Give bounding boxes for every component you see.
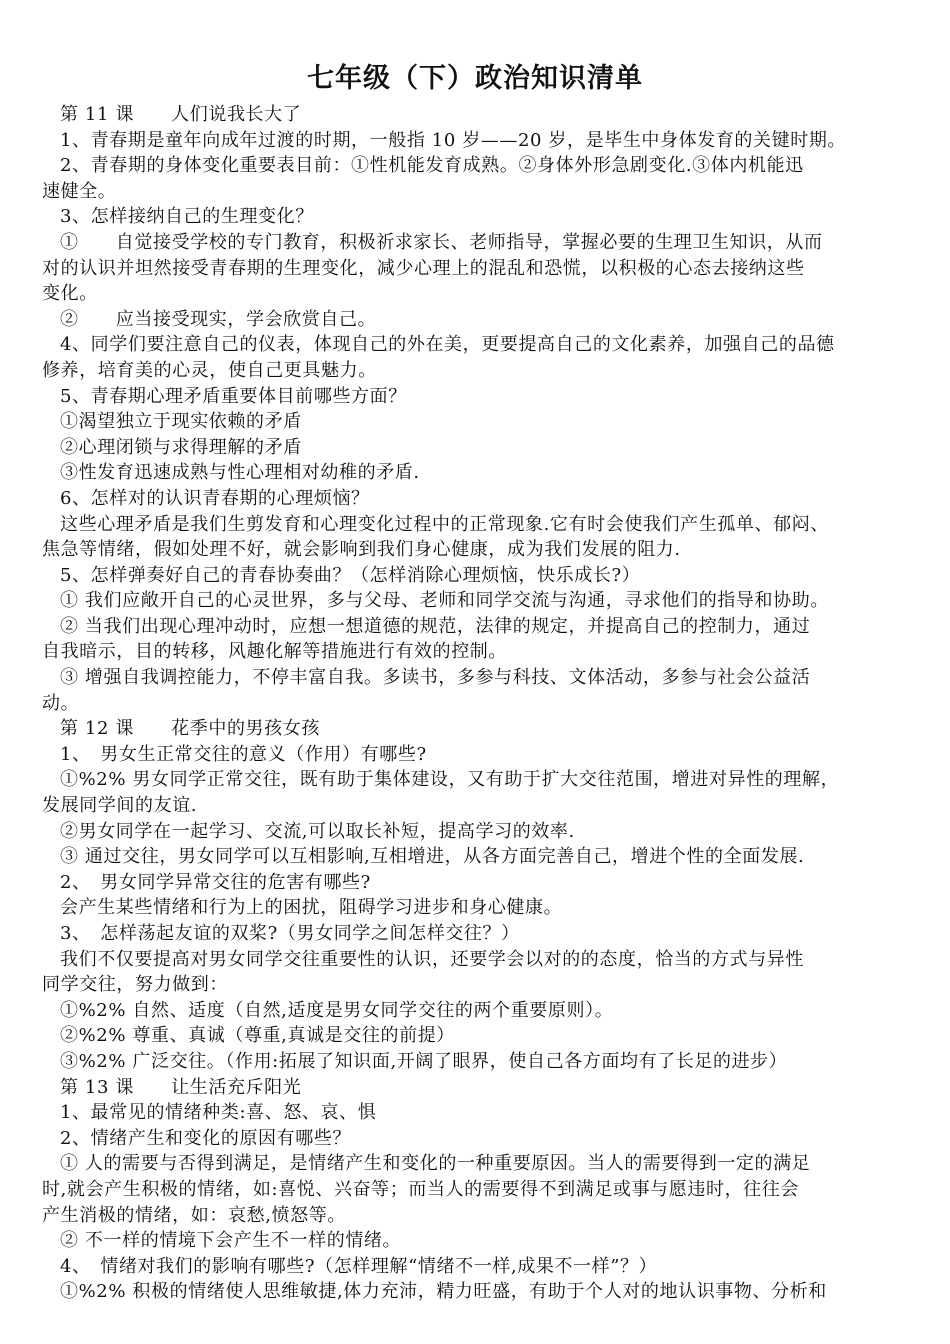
text-line: 2、青春期的身体变化重要表目前：①性机能发育成熟。②身体外形急剧变化.③体内机能迅 [60, 155, 804, 177]
text-line: ② 当我们出现心理冲动时，应想一想道德的规范，法律的规定，并提高自己的控制力，通过 [60, 615, 811, 637]
text-line: 速健全。 [42, 180, 117, 202]
text-line: 5、怎样弹奏好自己的青春协奏曲？（怎样消除心理烦恼，快乐成长?） [60, 564, 641, 586]
text-line: ②%2% 尊重、真诚（尊重,真诚是交往的前提） [60, 1025, 455, 1047]
text-line: ①%2% 男女同学正常交往，既有助于集体建设，又有助于扩大交往范围，增进对异性的理解， [60, 769, 840, 791]
document-title: 七年级（下）政治知识清单 [307, 63, 643, 94]
text-line: 我们不仅要提高对男女同学交往重要性的认识，还要学会以对的的态度，恰当的方式与异性 [60, 948, 804, 970]
text-line: ③%2% 广泛交往。（作用:拓展了知识面,开阔了眼界，使自己各方面均有了长足的进步） [60, 1050, 788, 1072]
text-line: 4、 情绪对我们的影响有哪些?（怎样理解“情绪不一样,成果不一样”？） [60, 1255, 658, 1277]
text-line: 2、 男女同学异常交往的危害有哪些? [60, 871, 371, 893]
text-line: 2、情绪产生和变化的原因有哪些？ [60, 1127, 352, 1149]
text-line: ① 我们应敞开自己的心灵世界，多与父母、老师和同学交流与沟通，寻求他们的指导和协助。 [60, 590, 829, 612]
text-line: 6、怎样对的认识青春期的心理烦恼？ [60, 487, 370, 509]
text-line: 3、 怎样荡起友谊的双桨?（男女同学之间怎样交往？） [60, 923, 520, 944]
text-line: 时,就会产生积极的情绪，如:喜悦、兴奋等；而当人的需要得不到满足或事与愿违时，往往会 [42, 1178, 799, 1200]
text-line: 1、青春期是童年向成年过渡的时期，一般指 10 岁——20 岁，是毕生中身体发育的关键时期。 [60, 129, 847, 151]
text-line: 变化。 [42, 283, 98, 305]
text-line: 修养，培育美的心灵，使自己更具魅力。 [42, 359, 377, 381]
text-line: 会产生某些情绪和行为上的困扰，阻碍学习进步和身心健康。 [60, 897, 563, 919]
text-line: ③ 通过交往，男女同学可以互相影响,互相增进，从各方面完善自己，增进个性的全面发展. [60, 846, 805, 868]
text-line: 自我暗示，目的转移，风趣化解等措施进行有效的控制。 [42, 641, 507, 663]
text-line: ① 人的需要与否得到满足，是情绪产生和变化的一种重要原因。当人的需要得到一定的满足 [60, 1153, 811, 1175]
text-line: 第 11 课 人们说我长大了 [60, 104, 302, 125]
document-body [42, 102, 908, 1305]
text-line: 焦急等情绪，假如处理不好，就会影响到我们身心健康，成为我们发展的阻力. [42, 539, 681, 561]
text-line: ②心理闭锁与求得理解的矛盾 [60, 436, 302, 458]
text-line: 对的认识并坦然接受青春期的生理变化，减少心理上的混乱和恐慌，以积极的心态去接纳这些 [42, 257, 805, 279]
text-line: 1、 男女生正常交往的意义（作用）有哪些? [60, 743, 427, 765]
text-line: 同学交往，努力做到： [42, 974, 228, 996]
text-line: 发展同学间的友谊. [42, 795, 198, 817]
text-line: 第 12 课 花季中的男孩女孩 [60, 718, 320, 740]
text-line: 产生消极的情绪，如：哀愁,愤怒等。 [42, 1204, 346, 1226]
text-line: ① 自觉接受学校的专门教育，积极祈求家长、老师指导，掌握必要的生理卫生知识，从而 [60, 231, 823, 253]
text-line: 这些心理矛盾是我们生剪发育和心理变化过程中的正常现象.它有时会使我们产生孤单、郁闷、 [60, 513, 829, 535]
text-line: ③性发育迅速成熟与性心理相对幼稚的矛盾. [60, 462, 420, 484]
text-line: 5、青春期心理矛盾重要体目前哪些方面？ [60, 385, 407, 407]
text-line: ①渴望独立于现实依赖的矛盾 [60, 411, 302, 433]
text-line: ③ 增强自我调控能力，不停丰富自我。多读书，多参与科技、文体活动，多参与社会公益活 [60, 667, 811, 689]
text-line: ②男女同学在一起学习、交流,可以取长补短，提高学习的效率. [60, 820, 575, 842]
text-line: ② 不一样的情境下会产生不一样的情绪。 [60, 1230, 402, 1252]
text-line: ② 应当接受现实，学会欣赏自己。 [60, 308, 377, 330]
text-line: ①%2% 自然、适度（自然,适度是男女同学交往的两个重要原则）。 [60, 999, 614, 1021]
text-line: 3、怎样接纳自己的生理变化？ [60, 206, 314, 228]
text-line: ①%2% 积极的情绪使人思维敏捷,体力充沛，精力旺盛，有助于个人对的地认识事物、分析和 [60, 1281, 827, 1303]
text-line: 动。 [42, 692, 80, 714]
text-line: 4、同学们要注意自己的仪表，体现自己的外在美，更要提高自己的文化素养，加强自己的品德 [60, 334, 835, 356]
text-line: 第 13 课 让生活充斥阳光 [60, 1076, 302, 1098]
text-line: 1、最常见的情绪种类:喜、怒、哀、惧 [60, 1102, 377, 1124]
